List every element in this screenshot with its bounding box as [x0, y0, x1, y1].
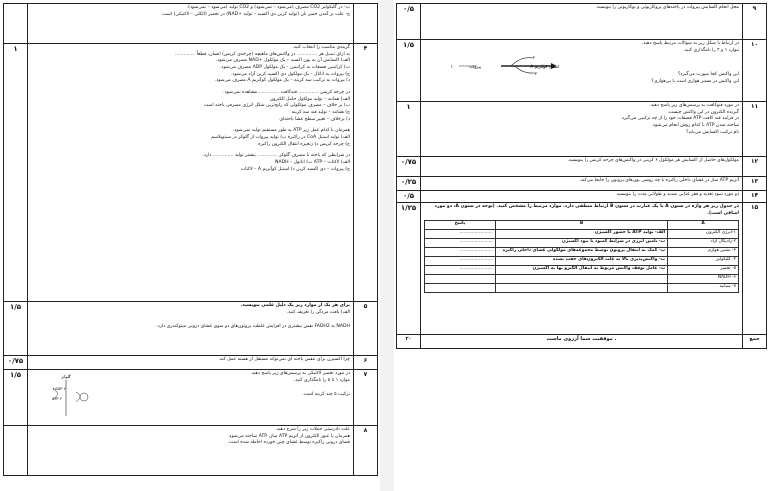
text-line: گیرنده الکترون در این واکنش چیست. [667, 109, 739, 115]
text-line: همزمان با عبور الکترون از آنزیم ATP ساز، ATP ساخته می‌شود. [227, 433, 350, 439]
text-line: همزمان با کدام عمل زیر ATP به طور مستقیم تولید نمی‌شود. [232, 128, 350, 134]
question-number: ۶ [354, 356, 378, 370]
header-b: B [495, 221, 667, 230]
matching-row [425, 284, 739, 293]
question-row-8 [4, 426, 378, 476]
cell-a: NADH -۶ [668, 275, 739, 284]
diagram-label-glucose: گلوکز [61, 374, 71, 379]
question-text [421, 157, 743, 177]
cell-answer[interactable]: ........................ [425, 239, 496, 248]
score-cell: ۱/۵ [4, 302, 28, 356]
matching-row [425, 239, 739, 248]
text-line: الف) لاکتات – ATP ب) اتانول – NADH [275, 159, 350, 165]
text-line: الف) تولید استیل CoA در راکیزه ب) تولید پیروات از گلوکز در سیتوپلاسم [211, 134, 350, 140]
question-text [28, 4, 354, 44]
cell-a: ۷- سیانید [668, 284, 739, 293]
cell-answer [425, 275, 496, 284]
question-text [421, 40, 743, 102]
page-gutter [380, 0, 394, 491]
text-line: فضای درونی راکیزه توسط غشای چین خورده احاطه شده است. [227, 440, 350, 446]
question-row-10 [397, 40, 767, 102]
question-row-7 [4, 370, 378, 426]
question-number: ۱۲ [743, 157, 767, 177]
matching-row [425, 248, 739, 257]
score-cell: ۱ [397, 102, 421, 157]
question-number: ۱۵ [743, 203, 767, 335]
cell-answer[interactable]: ........................ [425, 266, 496, 275]
matching-row [425, 266, 739, 275]
question-text [28, 426, 354, 476]
text-line: الف) همانند – تولید مولکول حامل الکترون [269, 96, 350, 102]
question-table-left [3, 3, 378, 476]
question-row-14 [397, 191, 767, 203]
cell-b [495, 275, 667, 284]
text-line: ب- در گلیکولیز CO2 مصرف (می‌شود – نمی‌شود) و CO2 تولید (می‌شود – نمی‌شود). [186, 5, 350, 10]
matching-row [425, 257, 739, 266]
text-line: ساخته شدن ATP با کدام روش انجام می‌شود. [651, 122, 739, 128]
score-cell: ۱/۵ [4, 370, 28, 426]
question-table-right [396, 3, 767, 349]
score-cell: ۱/۵ [397, 40, 421, 102]
question-text [28, 302, 354, 356]
exam-page-left [0, 0, 380, 491]
text-line: دو مورد سود تغذیه و فقر غذایی شدید و طولانی مدت را بنویسید. [615, 192, 739, 197]
text-line: محل انجام اکسایش پیروات در یاخته‌های پروکاریوتی و یوکاریوتی را بنویسید. [595, 5, 739, 10]
score-cell: ۱/۲۵ [397, 203, 421, 335]
cell-a: ۳- تنفس هوازی [668, 248, 739, 257]
text-line: ج) همانند – تولید قند سه کربنه [291, 109, 350, 115]
cell-b [495, 284, 667, 293]
question-text [421, 191, 743, 203]
cell-answer[interactable]: ........................ [425, 248, 496, 257]
text-line: د) برخلاف – تغییر سطح غشا یاخته‌ای [279, 116, 350, 122]
text-line: ج) پیروات – دی اکسید کربن د) استیل کوآنزیم A – لاکتات [240, 166, 350, 172]
diagram-cycle [80, 393, 88, 401]
question-number: ۵ [354, 302, 378, 356]
question-number: ۱۱ [743, 102, 767, 157]
diagram-label-pyruvate: پیروات [469, 64, 481, 69]
question-text [28, 44, 354, 302]
cell-a: ۵- تخمیر [668, 266, 739, 275]
cell-answer [425, 284, 496, 293]
cell-b: پ- کمک به انتقال پروتون توسط مجموعه‌های مولکولی غشای داخلی راکیزه [495, 248, 667, 257]
cell-b: الف- تولید ATP با حضور اکسیژن [495, 230, 667, 239]
cell-b: ث- عامل توقف واکنش مربوط به انتقال الکترو نها به اکسیژن [495, 266, 667, 275]
diagram-label-1: ۱ [450, 65, 453, 70]
text-line: در ارتباط با شکل زیر به سوالات مرتبط پاسخ دهید. [641, 41, 739, 46]
question-row-5 [4, 302, 378, 356]
question-row-9 [397, 4, 767, 40]
score-cell [4, 4, 28, 44]
question-row-4 [4, 44, 378, 302]
text-line: گزینه‌ی مناسب را انتخاب کنید. [292, 45, 350, 50]
score-cell [4, 426, 28, 476]
text-line: NADH به FADH2 نقش بیشتری در افزایش غلظت پروتون‌های دو سوی غشای درونی میتوکندری دارد. [156, 324, 350, 330]
cell-b: ت- واکنش‌پذیری بالا به علت الکترون‌های جفت نشده [495, 257, 667, 266]
text-line: برای هر یک از موارد زیر یک دلیل علمی بنویسید. [240, 303, 350, 308]
text-line: ج- علت بر آمدن خمیر نان (تولید کربن دی اکسید – تولید +NAD) در تخمیر (الکلی – لاکتیکی) است. [160, 11, 350, 17]
text-line: آنزیم ATP ساز در غشای داخلی راکیزه با چه روشی یون‌های پروتون را جابجا می‌کند. [579, 178, 739, 183]
diagram-label-acetyl-coa: استیل کوآنزیم A [530, 64, 559, 69]
text-line: ج) پیروات به اتانال – یک مولکول دی اکسید کربن آزاد می‌شود. [230, 71, 350, 77]
question-row-6 [4, 356, 378, 370]
exam-page-right [394, 0, 768, 491]
text-line: در مورد تخمیر لاکتیکی به پرسش‌های زیر پاسخ دهید. [250, 371, 350, 376]
text-line: در فرایند قند کافت ATP فسفات خود را از چه ترکیبی می‌گیرد. [620, 116, 739, 122]
footer-message: موفقیت شما آرزوی ماست . [421, 335, 743, 349]
question-row-12 [397, 157, 767, 177]
question-text [421, 4, 743, 40]
text-line: موارد ۱ و ۲ را نامگذاری کنید. [683, 47, 739, 53]
header-answer: پاسخ [425, 221, 496, 230]
total-label: جمع [743, 335, 767, 349]
text-line: د) پیروات به ترکیب سه کربنه – یک مولکول کوآنزیم A مصرف می‌شود. [214, 78, 350, 84]
diagram-cycle-arrow [76, 392, 80, 402]
text-line: این واکنش در مسیر هوازی است یا بی‌هوازی؟ [651, 78, 739, 84]
score-cell: ۰/۷۵ [4, 356, 28, 370]
cell-b: ب- تامین انرژی در شرایط کمبود یا نبود اکسیژن [495, 239, 667, 248]
footer-row [397, 335, 767, 349]
score-cell: ۰/۷۵ [397, 157, 421, 177]
question-row-11 [397, 102, 767, 157]
score-cell: ۱ [4, 44, 28, 302]
question-row-15 [397, 203, 767, 335]
matching-header-row [425, 221, 739, 230]
score-cell: ۰/۵ [397, 191, 421, 203]
text-line: ترکیب ۵ چند کربنه است. [302, 392, 350, 398]
pyruvate-oxidation-diagram [451, 54, 601, 76]
cell-a: ۴- گلیکولیز [668, 257, 739, 266]
matching-row [425, 230, 739, 239]
question-text [28, 356, 354, 370]
text-line: به ازای تبدیل هر .............. در واکنش‌های ماهیچه (چرخه‌ی کربس) انسان، قطعاً .............. [174, 51, 350, 57]
question-number [354, 4, 378, 44]
diagram-label-adp: ۲ ADP+ [52, 387, 66, 391]
diagram-label-3: ۳ [534, 71, 537, 76]
matching-row [425, 275, 739, 284]
text-line: این واکنش کجا صورت می‌گیرد؟ [677, 72, 739, 78]
question-number: ۱۳ [743, 177, 767, 191]
total-score: ۲۰ [397, 335, 421, 349]
question-row-3 [4, 4, 378, 44]
text-line: ب) کراتینین فسفات به کراتینین – یک مولکول ADP مصرف می‌شود. [219, 64, 350, 70]
question-row-13 [397, 177, 767, 191]
question-number: ۸ [354, 426, 378, 476]
question-text [421, 102, 743, 157]
text-line: علت نادرستی جملات زیر را شرح دهید. [275, 427, 350, 432]
cell-answer[interactable]: ........................ [425, 257, 496, 266]
fermentation-diagram [32, 372, 102, 420]
q15-instruction: در جدول زیر هر واژه در ستون A با یک عبارت در ستون B ارتباط منطقی دارد. موارد مرتبط را مشخص کنید. (توجه در ستون A، دو مورد اضافی است). [434, 204, 739, 216]
text-line: الف) بافت مردگی را تعریف کنید. [286, 309, 350, 315]
text-line: در شرایطی که یاخته با مصرف گلوکز .............. بیشتر تولید .............. دارد. [202, 153, 350, 159]
question-text [421, 203, 743, 335]
text-line: ج) چرخه کربس د) زنجیره انتقال الکترون راکیزه [258, 141, 350, 147]
cell-a: ۲-رادیکال آزاد [668, 239, 739, 248]
text-line: الف) اکسایش آن به یون اکسید – یک مولکول +NAD مصرف می‌شود. [215, 58, 350, 64]
matching-table [424, 220, 739, 293]
score-cell: ۰/۲۵ [397, 177, 421, 191]
cell-answer[interactable]: ........................ [425, 230, 496, 239]
question-number: ۱۰ [743, 40, 767, 102]
text-line: موارد ۱ تا ۵ را نامگذاری کنید. [293, 377, 350, 383]
cell-a: ۱-انرژی الکترون [668, 230, 739, 239]
question-text [421, 177, 743, 191]
question-number: ۱۴ [743, 191, 767, 203]
text-line: در چرخه کربس .............. قندکافت .............. مشاهده نمی‌شود. [223, 89, 350, 95]
header-a: A [668, 221, 739, 230]
question-number: ۷ [354, 370, 378, 426]
question-number: ۹ [743, 4, 767, 40]
text-line: نام ترکیب اکسایش می‌یابد؟ [686, 129, 739, 135]
diagram-label-atp: ۲ ATP [52, 397, 62, 401]
question-number: ۴ [354, 44, 378, 302]
diagram-label-2: ۲ [532, 55, 535, 60]
question-text [28, 370, 354, 426]
text-line: ب) بر خلاف – مصرف مولکولی که رایج‌ترین شکل انرژی مصرفی یاخته است [204, 103, 350, 109]
score-cell: ۰/۵ [397, 4, 421, 40]
text-line: در مورد فتوکافت به پرسش‌های زیر پاسخ دهید. [649, 103, 739, 108]
text-line: چرا اکسیژن برای تنفس یاخته ای نمی‌تواند مستقل از هسته عمل کند. [218, 357, 350, 362]
text-line: مولکول‌های حاصل از اکسایش هر مولکول ۶ کربنی در واکنش‌های چرخه کربس را بنویسید. [567, 158, 739, 163]
